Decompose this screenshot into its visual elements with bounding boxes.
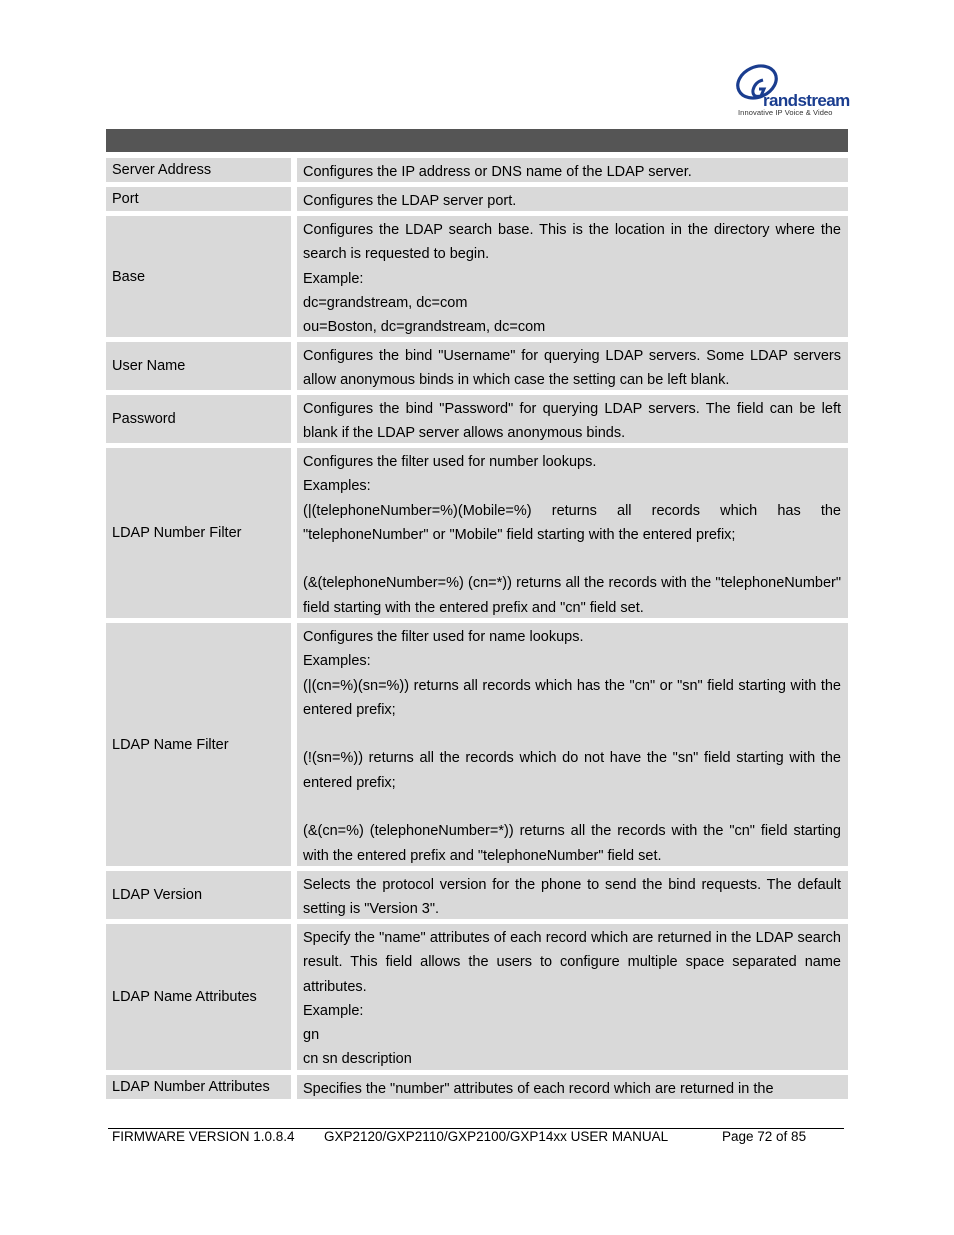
description-line: Examples: [303, 653, 371, 670]
row-label: LDAP Version [106, 871, 291, 919]
row-label: Server Address [106, 158, 291, 182]
row-label: Port [106, 187, 291, 211]
description-line: Specify the "name" attributes of each record which are returned in the LDAP search result. This field allows the users to configure multiple space separated name attributes. [303, 930, 841, 995]
table-row [106, 342, 848, 390]
row-description [297, 216, 848, 337]
footer-page-number: Page 72 of 85 [722, 1129, 807, 1144]
description-line: dc=grandstream, dc=com [303, 294, 468, 311]
description-line: ou=Boston, dc=grandstream, dc=com [303, 319, 546, 336]
row-description [297, 1075, 848, 1099]
description-line: Configures the filter used for name lookups. [303, 629, 584, 645]
row-description [297, 395, 848, 443]
table-row [106, 216, 848, 337]
table-row [106, 448, 848, 618]
description-line: (&(cn=%) (telephoneNumber=*)) returns all the records with the "cn" field starting with the entered prefix and "telephoneNumber" field set. [303, 823, 841, 864]
description-line: Example: [303, 270, 364, 287]
description-line: (|(telephoneNumber=%)(Mobile=%) returns all records which has the "telephoneNumber" or "Mobile" field starting with the entered prefix; [303, 502, 841, 543]
description-line: Specifies the "number" attributes of each record which are returned in the [303, 1081, 774, 1097]
description-line: Configures the LDAP search base. This is the location in the directory where the search is requested to begin. [303, 222, 841, 263]
description-line: Configures the bind "Password" for querying LDAP servers. The field can be left blank if the LDAP server allows anonymous binds. [303, 401, 841, 442]
description-line: Configures the IP address or DNS name of the LDAP server. [303, 164, 692, 180]
row-description [297, 187, 848, 211]
row-label: Password [106, 395, 291, 443]
footer-manual-title: GXP2120/GXP2110/GXP2100/GXP14xx USER MANUAL [324, 1129, 669, 1144]
row-label: LDAP Name Attributes [106, 924, 291, 1070]
description-line: Configures the LDAP server port. [303, 193, 517, 209]
table-row [106, 395, 848, 443]
description-line: (|(cn=%)(sn=%)) returns all records which has the "cn" or "sn" field starting with the entered prefix; [303, 677, 841, 718]
description-line: Selects the protocol version for the phone to send the bind requests. The default setting is "Version 3". [303, 877, 841, 918]
row-label: LDAP Name Filter [106, 623, 291, 866]
description-line: Examples: [303, 478, 371, 495]
table-row [106, 187, 848, 211]
row-label: LDAP Number Attributes [106, 1075, 291, 1099]
description-line: Configures the bind "Username" for querying LDAP servers. Some LDAP servers allow anonymous binds in which case the setting can be left blank. [303, 348, 841, 389]
description-line: Example: [303, 1002, 364, 1019]
table-row [106, 1075, 848, 1099]
row-description [297, 871, 848, 919]
logo-wordmark: randstream [763, 91, 850, 110]
table-row [106, 623, 848, 866]
row-description [297, 158, 848, 182]
table-row [106, 158, 848, 182]
logo-tagline: Innovative IP Voice & Video [738, 108, 833, 117]
description-line: gn [303, 1027, 320, 1044]
description-line: (!(sn=%)) returns all the records which do not have the "sn" field starting with the entered prefix; [303, 750, 841, 791]
row-label: LDAP Number Filter [106, 448, 291, 618]
table-header-bar [106, 129, 848, 152]
description-line: (&(telephoneNumber=%) (cn=*)) returns all the records with the "telephoneNumber" field starting with the entered prefix and "cn" field set. [303, 575, 841, 616]
row-description [297, 448, 848, 618]
description-line: cn sn description [303, 1051, 412, 1068]
table-row [106, 871, 848, 919]
row-label: User Name [106, 342, 291, 390]
footer-firmware: FIRMWARE VERSION 1.0.8.4 [112, 1129, 295, 1144]
row-description [297, 924, 848, 1070]
description-line: Configures the filter used for number lookups. [303, 454, 597, 470]
row-description [297, 623, 848, 866]
row-description [297, 342, 848, 390]
row-label: Base [106, 216, 291, 337]
table-row [106, 924, 848, 1070]
